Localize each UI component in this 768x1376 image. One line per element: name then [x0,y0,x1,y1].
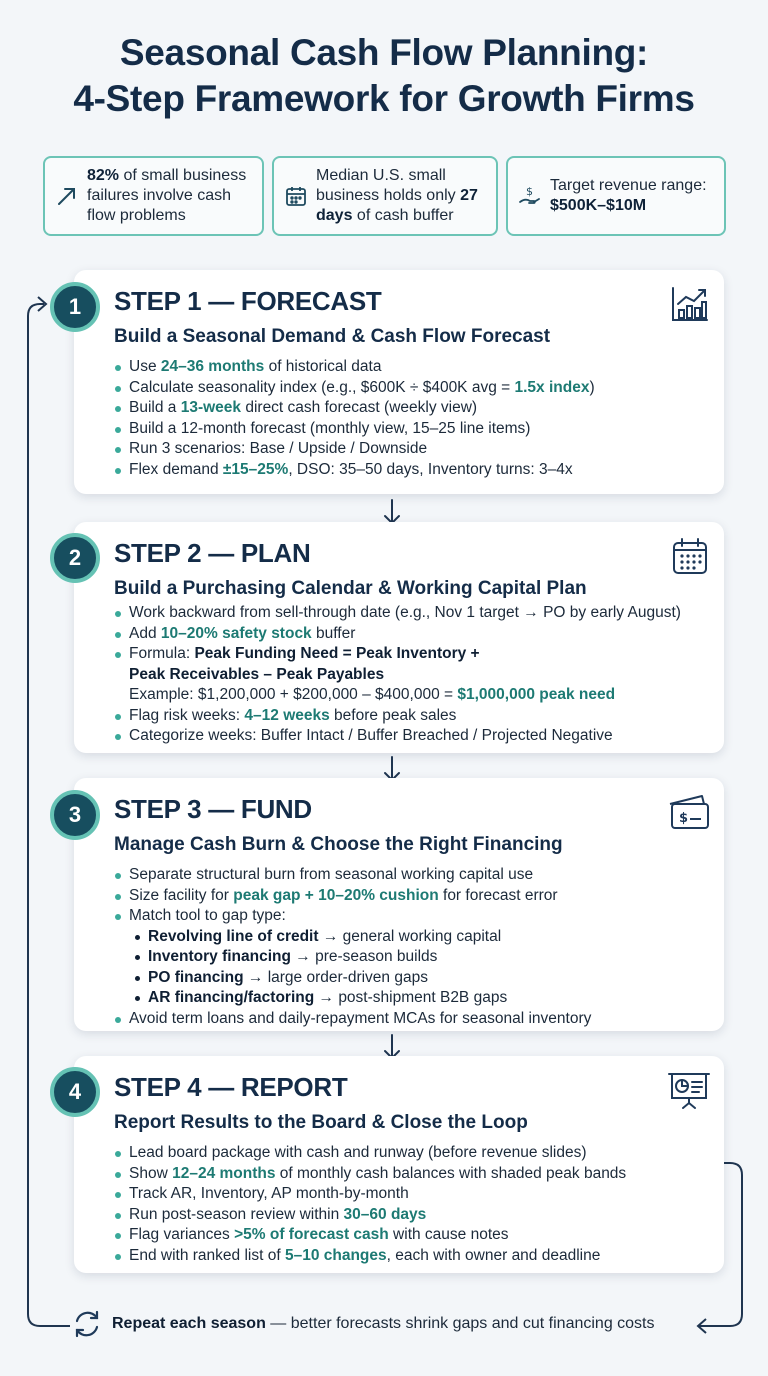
stat-text: Median U.S. small business holds only 27 days of cash buffer [316,167,478,224]
stat-row [43,156,726,236]
step-subtitle: Report Results to the Board & Close the Loop [114,1112,528,1133]
step-1-bullets [114,357,714,480]
list-item: Calculate seasonality index (e.g., $600K ÷ $400K avg = 1.5x index) [114,378,714,399]
stat-card-revenue [506,156,726,236]
list-item: Add 10–20% safety stock buffer [114,624,714,645]
stat-card-failures [43,156,264,236]
bar-chart-icon [670,284,710,324]
title-line-1: Seasonal Cash Flow Planning: [119,32,649,73]
list-item: Categorize weeks: Buffer Intact / Buffer Breached / Projected Negative [114,726,714,747]
step-title: STEP 3 — FUND [114,794,312,824]
list-subitem: PO financing → large order-driven gaps [114,968,714,989]
list-item: Separate structural burn from seasonal working capital use [114,865,714,886]
title-line-2: 4-Step Framework for Growth Firms [73,78,695,119]
footer-repeat-note [70,1306,710,1342]
step-4-bullets [114,1143,714,1266]
page-title [0,30,768,122]
list-item: Build a 13-week direct cash forecast (weekly view) [114,398,714,419]
step-subtitle: Build a Purchasing Calendar & Working Capital Plan [114,578,587,599]
list-item: End with ranked list of 5–10 changes, each with owner and deadline [114,1246,714,1267]
list-item: Track AR, Inventory, AP month-by-month [114,1184,714,1205]
calendar-icon [670,536,710,576]
step-subtitle: Build a Seasonal Demand & Cash Flow Forecast [114,326,551,347]
list-item: Avoid term loans and daily-repayment MCAs for seasonal inventory [114,1009,714,1030]
presentation-board-icon [666,1070,712,1110]
list-subitem: Inventory financing → pre-season builds [114,947,714,968]
svg-text:$: $ [679,811,689,826]
step-4-number: 4 [50,1067,100,1117]
list-item: Run 3 scenarios: Base / Upside / Downside [114,439,714,460]
stat-card-buffer [272,156,498,236]
stat-text: 82% of small business failures involve cash flow problems [87,167,247,224]
step-3-bullets [114,865,714,1029]
step-1-number: 1 [50,282,100,332]
svg-text:$: $ [526,185,533,198]
footer-text: Repeat each season — better forecasts shrink gaps and cut financing costs [112,1315,655,1332]
list-item: Flex demand ±15–25%, DSO: 35–50 days, Inventory turns: 3–4x [114,460,714,481]
step-title: STEP 1 — FORECAST [114,286,382,316]
step-2-card [74,522,724,753]
list-item: Flag risk weeks: 4–12 weeks before peak sales [114,706,714,727]
list-item: Match tool to gap type: [114,906,714,927]
list-item: Work backward from sell-through date (e.g., Nov 1 target → PO by early August) [114,603,714,624]
repeat-cycle-icon [70,1307,104,1341]
step-2-bullets [114,603,714,747]
list-item: Size facility for peak gap + 10–20% cushion for forecast error [114,886,714,907]
trend-arrow-icon [55,184,79,208]
list-subitem: AR financing/factoring → post-shipment B2B gaps [114,988,714,1009]
step-3-card [74,778,724,1031]
list-subitem: Revolving line of credit → general working capital [114,927,714,948]
step-1-card [74,270,724,494]
step-title: STEP 2 — PLAN [114,538,311,568]
cash-card-icon [666,792,712,832]
calendar-icon [284,184,308,208]
list-item: Show 12–24 months of monthly cash balances with shaded peak bands [114,1164,714,1185]
list-item: Use 24–36 months of historical data [114,357,714,378]
step-4-card [74,1056,724,1273]
list-item: Formula: Peak Funding Need = Peak Inventory + [114,644,714,665]
list-item: Lead board package with cash and runway (before revenue slides) [114,1143,714,1164]
step-subtitle: Manage Cash Burn & Choose the Right Financing [114,834,563,855]
dollar-hand-icon [518,184,542,208]
list-item-continued: Peak Receivables – Peak Payables [129,665,385,683]
list-item: Build a 12-month forecast (monthly view, 15–25 line items) [114,419,714,440]
step-title: STEP 4 — REPORT [114,1072,348,1102]
list-item-continued: Example: $1,200,000 + $200,000 – $400,000 = $1,000,000 peak need [129,686,616,703]
list-item: Flag variances >5% of forecast cash with cause notes [114,1225,714,1246]
list-item: Run post-season review within 30–60 days [114,1205,714,1226]
stat-text: Target revenue range: $500K–$10M [550,177,707,214]
step-2-number: 2 [50,533,100,583]
step-3-number: 3 [50,790,100,840]
